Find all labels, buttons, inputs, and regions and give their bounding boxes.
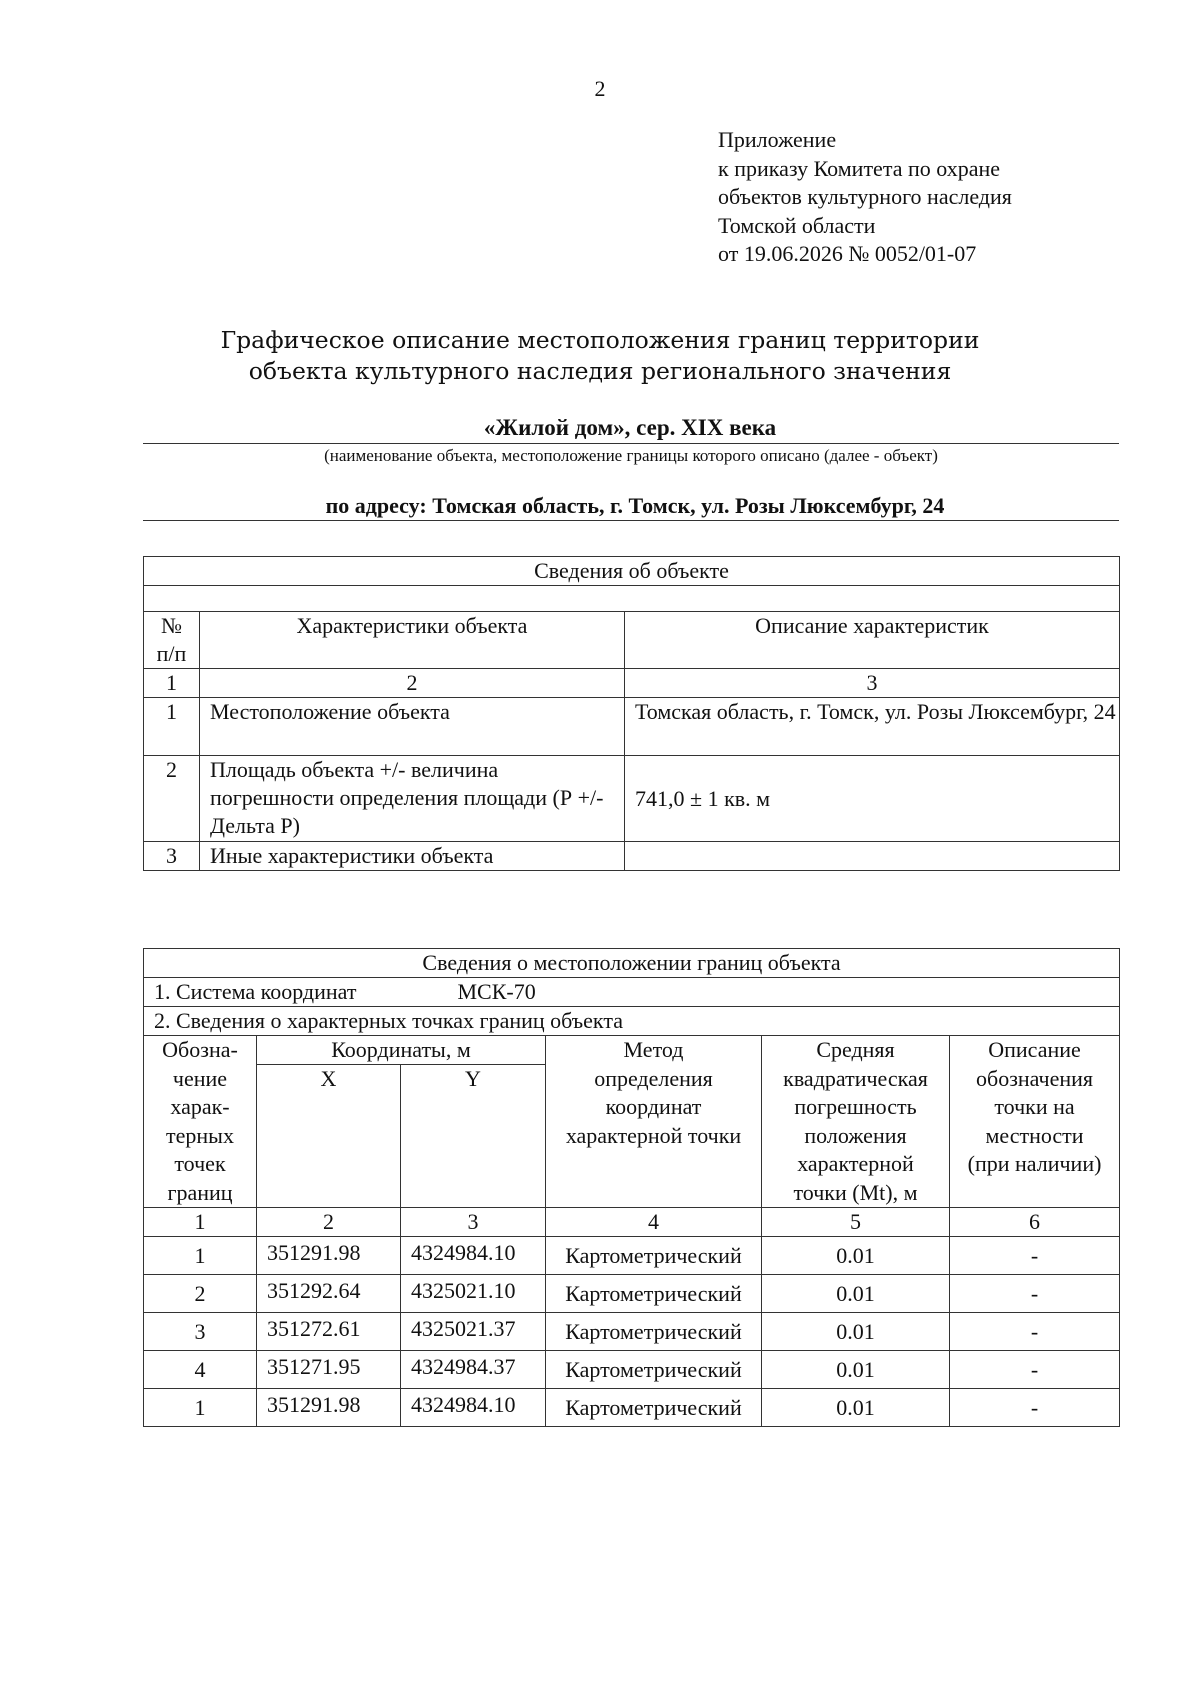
- object-info-heading: Сведения об объекте: [144, 557, 1120, 586]
- boundary-heading: Сведения о местоположении границ объекта: [144, 949, 1120, 978]
- index-cell: 2: [257, 1208, 401, 1237]
- header-num-line2: п/п: [156, 641, 187, 666]
- point-x: 351271.95: [257, 1351, 401, 1389]
- point-x: 351292.64: [257, 1275, 401, 1313]
- document-title: [0, 325, 1200, 387]
- page-number: 2: [594, 76, 606, 101]
- row-num: 3: [144, 842, 200, 871]
- table-row: [144, 1313, 1120, 1351]
- point-desc: -: [950, 1389, 1120, 1427]
- point-y: 4325021.10: [401, 1275, 546, 1313]
- header-characteristic: Характеристики объекта: [200, 612, 625, 669]
- point-y: 4324984.37: [401, 1351, 546, 1389]
- object-caption: (наименование объекта, местоположение границы которого описано (далее - объект): [324, 446, 938, 465]
- table-row: [144, 1237, 1120, 1275]
- header-y: Y: [401, 1065, 546, 1208]
- object-name-underline: [143, 443, 1119, 444]
- header-num: [144, 612, 200, 669]
- row-num: 1: [144, 698, 200, 756]
- point-method: Картометрический: [546, 1351, 762, 1389]
- point-x: 351291.98: [257, 1389, 401, 1427]
- index-cell: 1: [144, 1208, 257, 1237]
- appendix-line: Приложение: [718, 127, 837, 152]
- point-desc: -: [950, 1351, 1120, 1389]
- point-method: Картометрический: [546, 1275, 762, 1313]
- point-id: 1: [144, 1237, 257, 1275]
- appendix-block: [718, 126, 1012, 269]
- row-characteristic: Площадь объекта +/- величина погрешности определения площади (Р +/- Дельта Р): [200, 756, 625, 842]
- index-cell: 1: [144, 669, 200, 698]
- point-y: 4324984.10: [401, 1237, 546, 1275]
- object-info-table: [143, 556, 1120, 871]
- row-characteristic: Иные характеристики объекта: [200, 842, 625, 871]
- point-error: 0.01: [762, 1389, 950, 1427]
- row-description: [625, 842, 1120, 871]
- points-heading: 2. Сведения о характерных точках границ объекта: [144, 1007, 1120, 1036]
- header-method: Метод определения координат характерной точки: [546, 1036, 762, 1208]
- row-num: 2: [144, 756, 200, 842]
- appendix-line: от 19.06.2026 № 0052/01-07: [718, 241, 977, 266]
- point-error: 0.01: [762, 1275, 950, 1313]
- point-y: 4325021.37: [401, 1313, 546, 1351]
- point-method: Картометрический: [546, 1313, 762, 1351]
- coord-system-label: 1. Система координат: [154, 979, 357, 1004]
- appendix-line: к приказу Комитета по охране: [718, 155, 1000, 181]
- object-address: по адресу: Томская область, г. Томск, ул. Розы Люксембург, 24: [325, 493, 945, 518]
- table-row: [144, 1351, 1120, 1389]
- point-method: Картометрический: [546, 1389, 762, 1427]
- header-x: X: [257, 1065, 401, 1208]
- point-error: 0.01: [762, 1237, 950, 1275]
- point-id: 4: [144, 1351, 257, 1389]
- boundary-info-table: [143, 948, 1120, 1427]
- row-description: Томская область, г. Томск, ул. Розы Люксембург, 24: [625, 698, 1120, 756]
- point-desc: -: [950, 1313, 1120, 1351]
- header-designation: Обозна- чение харак- терных точек границ: [144, 1036, 257, 1208]
- index-cell: 2: [200, 669, 625, 698]
- point-desc: -: [950, 1275, 1120, 1313]
- point-id: 1: [144, 1389, 257, 1427]
- point-method: Картометрический: [546, 1237, 762, 1275]
- point-error: 0.01: [762, 1313, 950, 1351]
- point-desc: -: [950, 1237, 1120, 1275]
- point-id: 2: [144, 1275, 257, 1313]
- point-id: 3: [144, 1313, 257, 1351]
- index-cell: 4: [546, 1208, 762, 1237]
- header-description: Описание характеристик: [625, 612, 1120, 669]
- object-name: «Жилой дом», сер. XIX века: [483, 415, 777, 440]
- index-cell: 6: [950, 1208, 1120, 1237]
- header-error: Средняя квадратическая погрешность положения характерной точки (Mt), м: [762, 1036, 950, 1208]
- row-description: 741,0 ± 1 кв. м: [625, 756, 1120, 842]
- point-x: 351291.98: [257, 1237, 401, 1275]
- empty-row: [144, 586, 1120, 612]
- address-underline: [143, 520, 1119, 521]
- point-x: 351272.61: [257, 1313, 401, 1351]
- table-row: [144, 1389, 1120, 1427]
- point-y: 4324984.10: [401, 1389, 546, 1427]
- index-cell: 3: [625, 669, 1120, 698]
- row-characteristic: Местоположение объекта: [200, 698, 625, 756]
- index-cell: 3: [401, 1208, 546, 1237]
- coord-system-value: МСК-70: [457, 979, 536, 1004]
- title-line-2: объекта культурного наследия регионального значения: [248, 357, 952, 385]
- appendix-line: объектов культурного наследия: [718, 184, 1012, 209]
- header-point-description: Описание обозначения точки на местности (при наличии): [950, 1036, 1120, 1208]
- point-error: 0.01: [762, 1351, 950, 1389]
- coord-system-row: [144, 978, 1120, 1007]
- header-num-line1: №: [161, 613, 182, 638]
- appendix-line: Томской области: [718, 212, 876, 238]
- table-row: [144, 1275, 1120, 1313]
- index-cell: 5: [762, 1208, 950, 1237]
- header-coordinates: Координаты, м: [257, 1036, 546, 1065]
- title-line-1: Графическое описание местоположения границ территории: [220, 326, 980, 354]
